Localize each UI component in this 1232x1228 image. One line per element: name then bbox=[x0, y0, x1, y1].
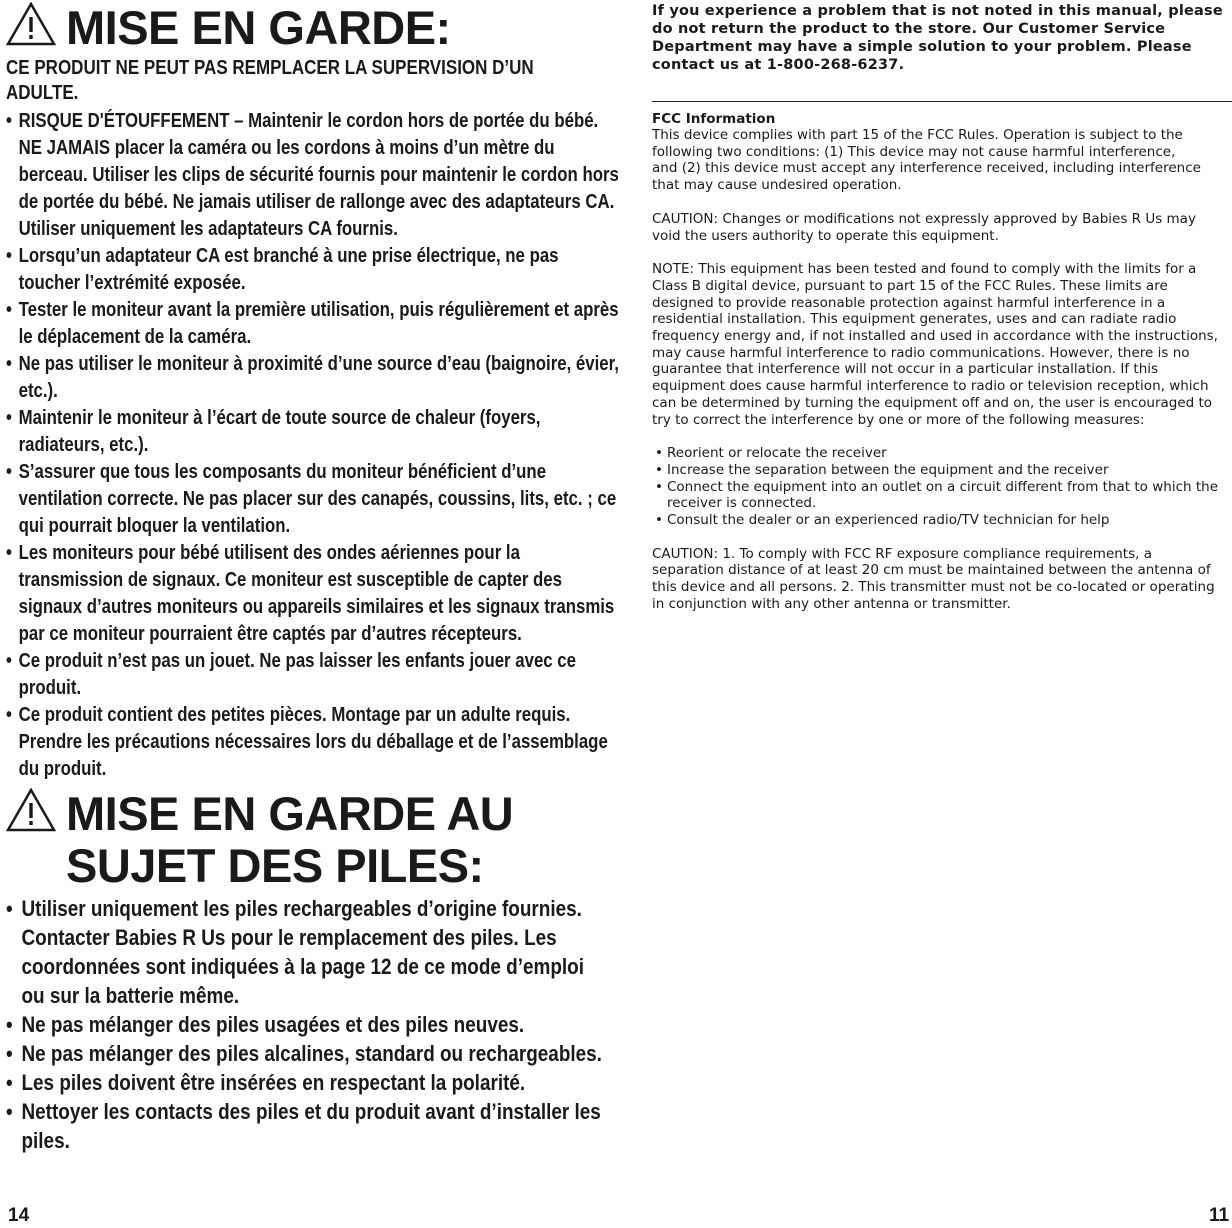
fcc-body bbox=[652, 127, 1228, 613]
page-number-left: 14 bbox=[8, 1205, 30, 1226]
battery-section bbox=[6, 788, 621, 1155]
list-item: • Connect the equipment into an outlet on a circuit different from that to which the receiver is connected. bbox=[652, 479, 1228, 512]
page-number-right: 11 bbox=[1209, 1205, 1230, 1226]
list-item: • Les piles doivent être insérées en respectant la polarité. bbox=[6, 1068, 608, 1097]
warning-heading bbox=[6, 2, 621, 54]
warning-title: MISE EN GARDE: bbox=[66, 1, 451, 54]
note-para: NOTE: This equipment has been tested and found to comply with the limits for a Class B digital device, pursuant to part 15 of the FCC Rules. These limits are designed to provide reasonable protection against harmful interference in a residential installation. This equipment generates, uses and can radiate radio frequency energy and, if not installed and used in accordance with the instructions, may cause harmful interference to radio communications. However, there is no guarantee that interference will not occur in a particular installation. If this equipment does cause harmful interference to radio or television reception, which can be determined by turning the equipment off and on, the user is encouraged to try to correct the interference by one or more of the following measures: bbox=[652, 261, 1218, 428]
caution-para: CAUTION: Changes or modifications not expressly approved by Babies R Us may void the users authority to operate this equipment. bbox=[652, 210, 1196, 244]
list-item: • Ne pas mélanger des piles usagées et des piles neuves. bbox=[6, 1010, 608, 1039]
warning-triangle-icon bbox=[6, 788, 58, 834]
fcc-title: FCC Information bbox=[652, 111, 776, 127]
right-page bbox=[652, 2, 1228, 613]
list-item: • Ce produit n’est pas un jouet. Ne pas laisser les enfants jouer avec ce produit. bbox=[6, 648, 619, 702]
divider bbox=[652, 101, 1232, 102]
measures-list bbox=[652, 445, 1228, 529]
customer-service-notice: If you experience a problem that is not noted in this manual, please do not return the product to the store. Our Customer Service Department may have a simple solution to your problem. Please contact us at 1-800-268-6237. bbox=[652, 3, 1223, 73]
list-item: • Les moniteurs pour bébé utilisent des ondes aériennes pour la transmission de signaux. Ce moniteur est susceptible de capter des signaux d’autres moniteurs ou appareils similaires et les signaux transmis par ce moniteur pourraient être captés par d’autres récepteurs. bbox=[6, 540, 619, 648]
caution-para: CAUTION: 1. To comply with FCC RF exposure compliance requirements, a separation distance of at least 20 cm must be maintained between the antenna of this device and all persons. 2. This transmitter must not be co-located or operating in conjunction with any other antenna or transmitter. bbox=[652, 545, 1215, 612]
fcc-para: and (2) this device must accept any interference received, including interference that may cause undesired operation. bbox=[652, 160, 1201, 194]
list-item: • RISQUE D'ÉTOUFFEMENT – Maintenir le cordon hors de portée du bébé. NE JAMAIS placer la caméra ou les cordons à moins d’un mètre du berceau. Utiliser les clips de sécurité fournis pour maintenir le cordon hors de portée du bébé. Ne jamais utiliser de rallonge avec des adaptateurs CA. Utiliser uniquement les adaptateurs CA fournis. bbox=[6, 108, 619, 243]
list-item: • Maintenir le moniteur à l’écart de toute source de chaleur (foyers, radiateurs, etc.). bbox=[6, 405, 619, 459]
list-item: • Lorsqu’un adaptateur CA est branché à une prise électrique, ne pas toucher l’extrémité exposée. bbox=[6, 243, 619, 297]
list-item: • Utiliser uniquement les piles rechargeables d’origine fournies. Contacter Babies R Us pour le remplacement des piles. Les coordonnées sont indiquées à la page 12 de ce mode d’emploi ou sur la batterie même. bbox=[6, 894, 608, 1010]
list-item: • Ne pas utiliser le moniteur à proximité d’une source d’eau (baignoire, évier, etc.). bbox=[6, 351, 619, 405]
list-item: • S’assurer que tous les composants du moniteur bénéficient d’une ventilation correcte. Ne pas placer sur des canapés, coussins, lits, etc. ; ce qui pourrait bloquer la ventilation. bbox=[6, 459, 619, 540]
list-item: • Increase the separation between the equipment and the receiver bbox=[652, 462, 1228, 479]
list-item: • Tester le moniteur avant la première utilisation, puis régulièrement et après le déplacement de la caméra. bbox=[6, 297, 619, 351]
fcc-para: This device complies with part 15 of the FCC Rules. Operation is subject to the following two conditions: (1) This device may not cause harmful interference, bbox=[652, 127, 1183, 160]
warning-subtitle: CE PRODUIT NE PEUT PAS REMPLACER LA SUPERVISION D’UN ADULTE. bbox=[6, 57, 534, 104]
warning-list bbox=[6, 108, 619, 783]
list-item: • Nettoyer les contacts des piles et du produit avant d’installer les piles. bbox=[6, 1097, 608, 1155]
list-item: • Consult the dealer or an experienced radio/TV technician for help bbox=[652, 512, 1228, 529]
warning-triangle-icon bbox=[6, 2, 58, 48]
left-page bbox=[6, 2, 621, 783]
list-item: • Reorient or relocate the receiver bbox=[652, 445, 1228, 462]
battery-list bbox=[6, 894, 608, 1155]
list-item: • Ce produit contient des petites pièces. Montage par un adulte requis. Prendre les précautions nécessaires lors du déballage et de l’assemblage du produit. bbox=[6, 702, 619, 783]
battery-title-line1: MISE EN GARDE AU bbox=[66, 787, 514, 840]
list-item: • Ne pas mélanger des piles alcalines, standard ou rechargeables. bbox=[6, 1039, 608, 1068]
battery-heading bbox=[6, 788, 621, 892]
battery-title-line2: SUJET DES PILES: bbox=[66, 839, 484, 892]
